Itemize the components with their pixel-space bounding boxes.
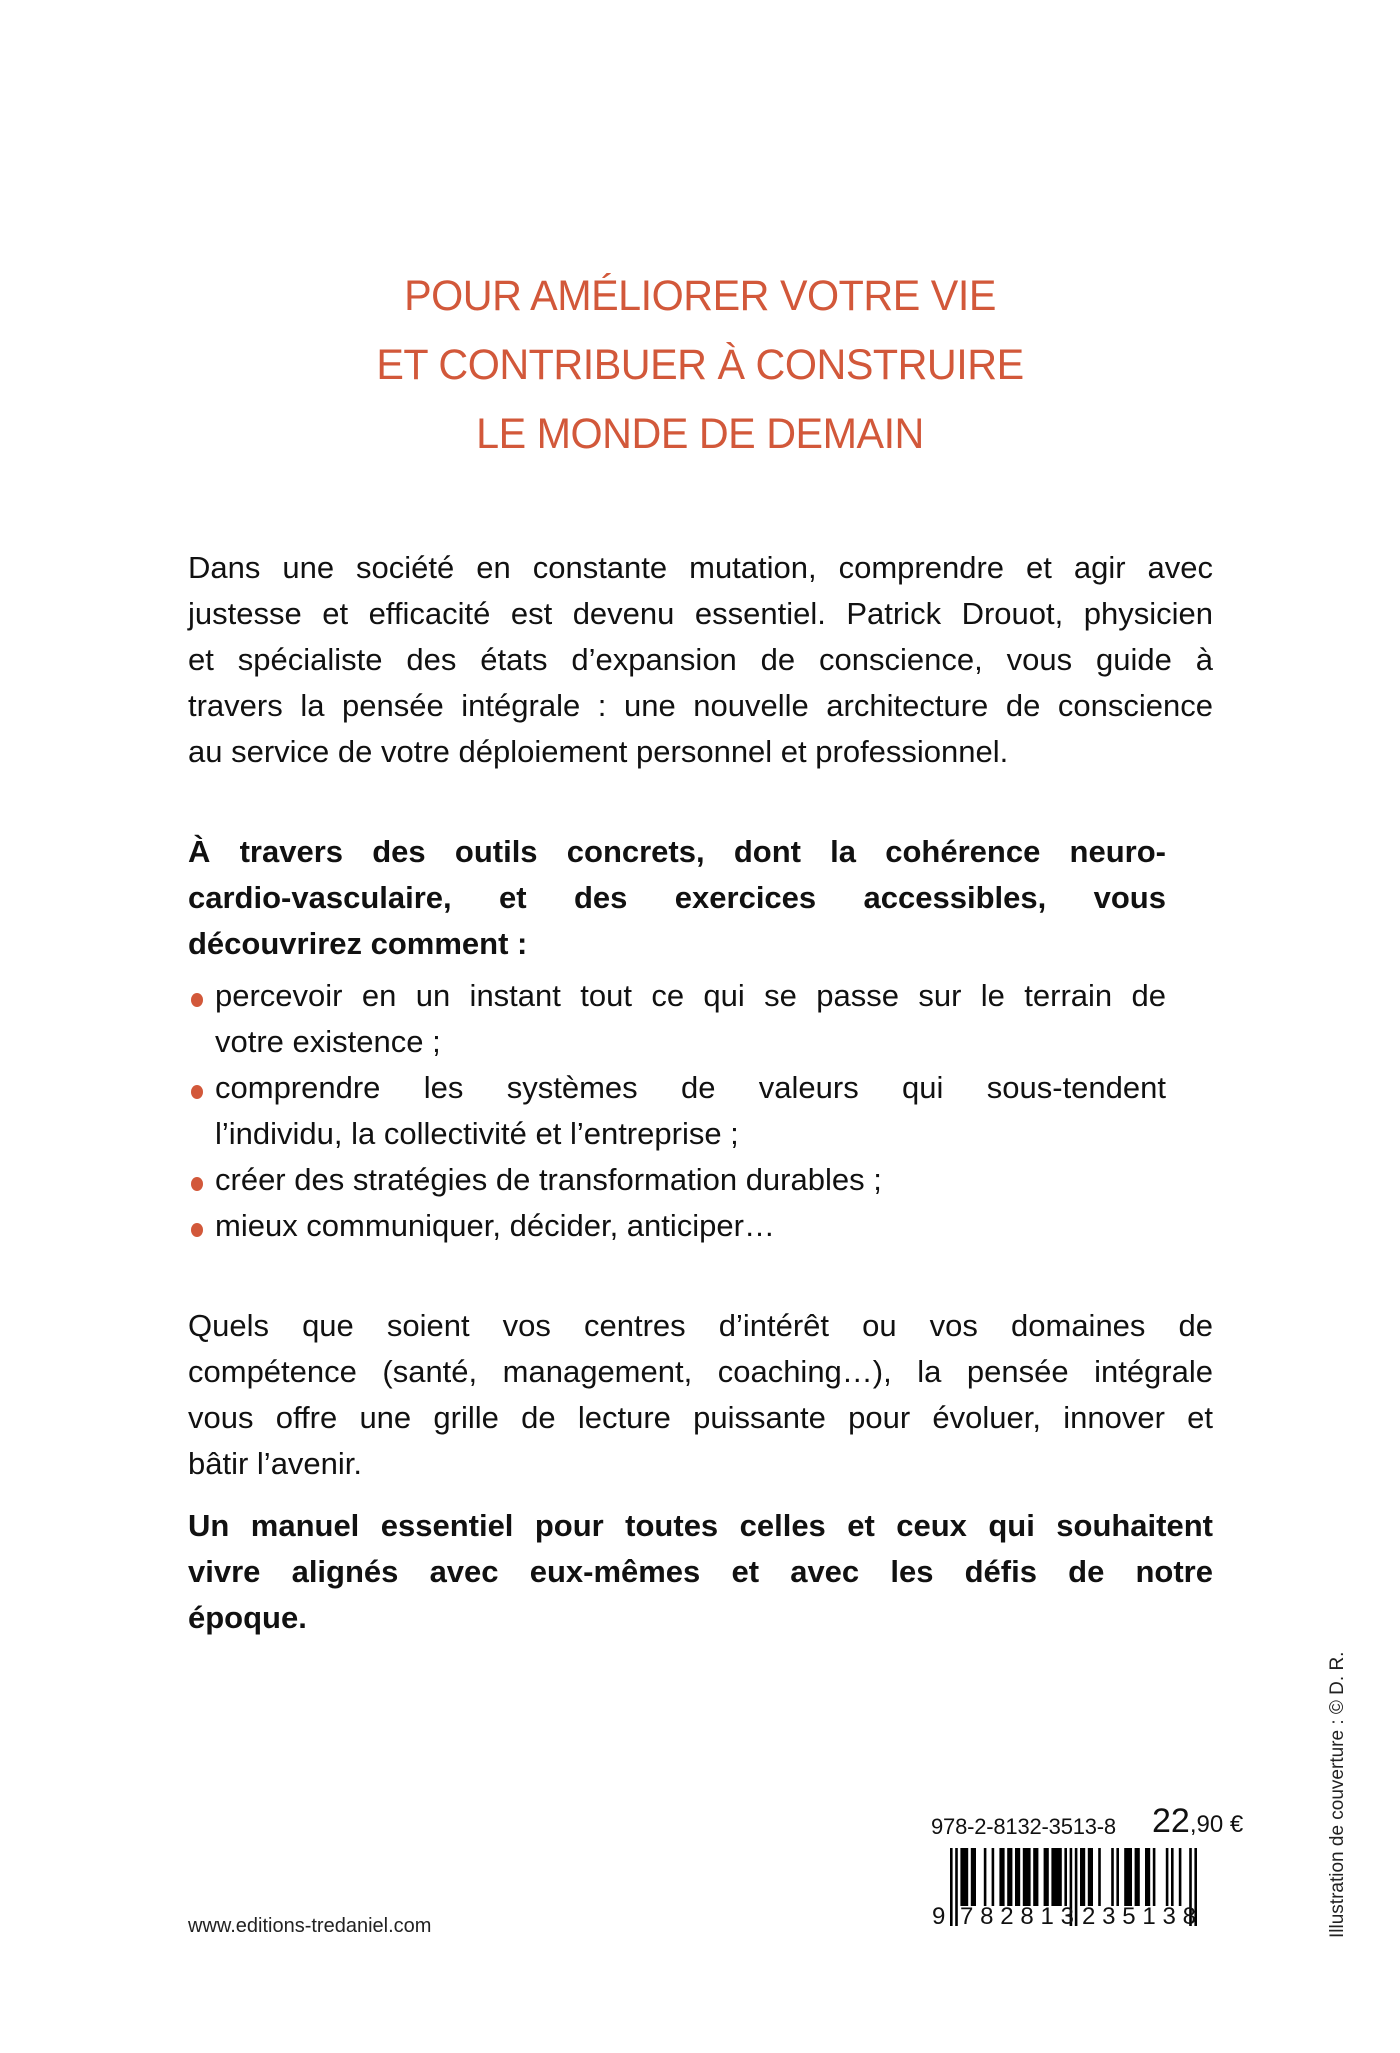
barcode-bar: [1098, 1848, 1101, 1906]
list-item-line: créer des stratégies de transformation durables ;: [215, 1162, 882, 1197]
price: [1152, 1802, 1243, 1841]
barcode-bar: [1051, 1848, 1061, 1906]
barcode-bar: [992, 1848, 995, 1906]
intro-line: au service de votre déploiement personnel et professionnel.: [188, 734, 1009, 769]
outro-line: Quels que soient vos centres d’intérêt ou vos domaines de: [188, 1308, 1213, 1343]
barcode-bar: [1166, 1848, 1169, 1906]
barcode-bar: [1153, 1848, 1156, 1906]
bullet-icon: [191, 1223, 203, 1237]
benefits-list: [188, 973, 1166, 1249]
closing-line: époque.: [188, 1600, 307, 1635]
list-item-line: percevoir en un instant tout ce qui se passe sur le terrain de: [215, 978, 1166, 1013]
barcode-first-digit: 9: [932, 1903, 946, 1930]
barcode-bar: [1033, 1848, 1038, 1906]
headline-line-3: LE MONDE DE DEMAIN: [476, 410, 924, 458]
bullet-icon: [191, 993, 203, 1007]
barcode-bar: [1007, 1848, 1012, 1906]
barcode-bar: [1064, 1848, 1067, 1906]
cover-headline: [0, 262, 1400, 469]
barcode-guard-bar: [950, 1848, 953, 1926]
bullet-icon: [191, 1177, 203, 1191]
barcode-bar: [960, 1848, 968, 1906]
list-item: [188, 1203, 1166, 1249]
barcode-bar: [1015, 1848, 1020, 1906]
cover-illustration-credit: Illustration de couverture : © D. R.: [1327, 1651, 1348, 1938]
barcode-bar: [1179, 1848, 1182, 1906]
barcode-bar: [1124, 1848, 1132, 1906]
outro-paragraph: [188, 1303, 1213, 1487]
lead-line: À travers des outils concrets, dont la cohérence neuro-: [188, 834, 1166, 869]
ean13-barcode: [930, 1846, 1220, 1938]
intro-paragraph: [188, 545, 1213, 775]
barcode-guard-bar: [1075, 1848, 1078, 1926]
barcode-bar: [971, 1848, 976, 1906]
intro-line: justesse et efficacité est devenu essentiel. Patrick Drouot, physicien: [188, 596, 1213, 631]
closing-line: vivre alignés avec eux-mêmes et avec les défis de notre: [188, 1554, 1213, 1589]
lead-line: cardio-vasculaire, et des exercices accessibles, vous: [188, 880, 1166, 915]
outro-line: bâtir l’avenir.: [188, 1446, 363, 1481]
barcode-left-digits: 782813: [960, 1903, 1074, 1930]
intro-line: et spécialiste des états d’expansion de conscience, vous guide à: [188, 642, 1213, 677]
isbn-number: 978-2-8132-3513-8: [931, 1814, 1116, 1839]
list-item: [188, 973, 1166, 1065]
closing-paragraph: [188, 1503, 1213, 1641]
barcode-bar: [984, 1848, 987, 1906]
closing-line: Un manuel essentiel pour toutes celles et ceux qui souhaitent: [188, 1508, 1213, 1543]
bullet-icon: [191, 1085, 203, 1099]
outro-line: compétence (santé, management, coaching…), la pensée intégrale: [188, 1354, 1213, 1389]
barcode-bar: [1135, 1848, 1140, 1906]
list-item-line: mieux communiquer, décider, anticiper…: [215, 1208, 775, 1243]
intro-line: Dans une société en constante mutation, comprendre et agir avec: [188, 550, 1213, 585]
barcode-bar: [1171, 1848, 1174, 1906]
list-item-line: l’individu, la collectivité et l’entreprise ;: [215, 1116, 739, 1151]
outro-line: vous offre une grille de lecture puissante pour évoluer, innover et: [188, 1400, 1213, 1435]
barcode-bar: [1116, 1848, 1119, 1906]
list-item: [188, 1065, 1166, 1157]
headline-line-2: ET CONTRIBUER À CONSTRUIRE: [376, 341, 1024, 389]
headline-line-1: POUR AMÉLIORER VOTRE VIE: [404, 272, 996, 320]
lead-paragraph: [188, 829, 1166, 967]
list-item-line: votre existence ;: [215, 1024, 441, 1059]
barcode-bar: [1023, 1848, 1031, 1906]
barcode-right-digits: 235138: [1082, 1903, 1196, 1930]
barcode-bar: [1088, 1848, 1093, 1906]
price-decimal: ,90 €: [1189, 1811, 1244, 1838]
barcode-bar: [1080, 1848, 1085, 1906]
list-item-line: comprendre les systèmes de valeurs qui sous-tendent: [215, 1070, 1166, 1105]
barcode-bar: [999, 1848, 1004, 1906]
publisher-website-link[interactable]: www.editions-tredaniel.com: [188, 1915, 432, 1937]
lead-line: découvrirez comment :: [188, 926, 528, 961]
barcode-bar: [1111, 1848, 1114, 1906]
barcode-guard-bar: [955, 1848, 958, 1926]
list-item: [188, 1157, 1166, 1203]
intro-line: travers la pensée intégrale : une nouvelle architecture de conscience: [188, 688, 1213, 723]
barcode-bar: [1145, 1848, 1150, 1906]
price-integer: 22: [1152, 1802, 1190, 1840]
barcode-bar: [1044, 1848, 1049, 1906]
